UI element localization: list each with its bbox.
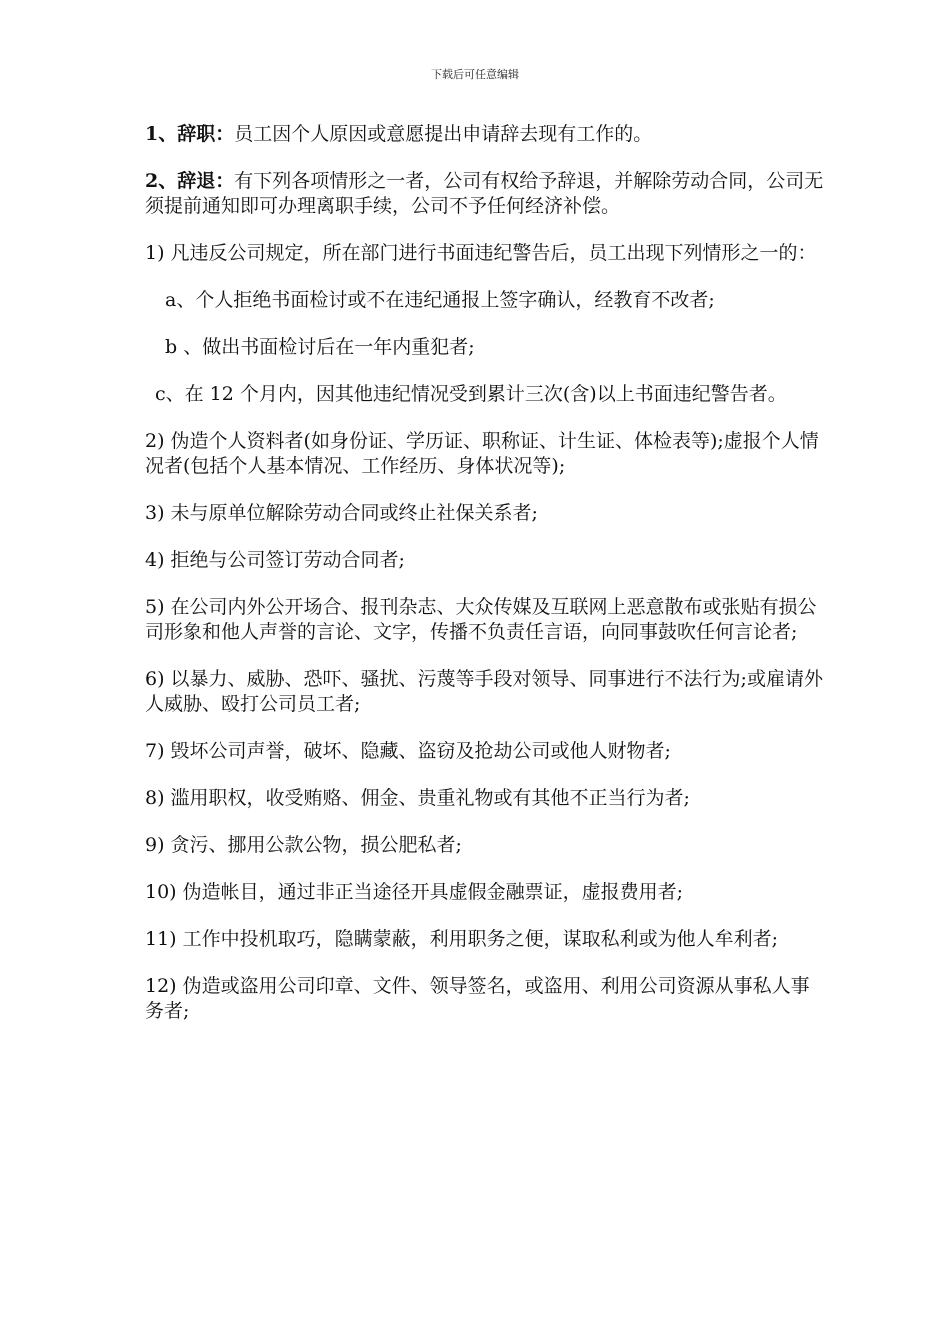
section-dismiss-text: 有下列各项情形之一者，公司有权给予辞退，并解除劳动合同，公司无须提前通知即可办理离职手续，公司不予任何经济补偿。	[145, 170, 824, 217]
list-item: a、个人拒绝书面检讨或不在违纪通报上签字确认，经教育不改者;	[165, 289, 715, 311]
document-body	[145, 122, 825, 1046]
section-resign-text: 员工因个人原因或意愿提出申请辞去现有工作的。	[234, 123, 653, 145]
list-item: b 、做出书面检讨后在一年内重犯者;	[165, 336, 475, 358]
list-item-text: c、在 12 个月内，因其他违纪情况受到累计三次(含)以上书面违纪警告者。	[155, 383, 787, 405]
list-item: 7) 毁坏公司声誉，破坏、隐藏、盗窃及抢劫公司或他人财物者;	[145, 740, 671, 762]
list-item: 6) 以暴力、威胁、恐吓、骚扰、污蔑等手段对领导、同事进行不法行为;或雇请外人威胁、殴打公司员工者;	[145, 668, 823, 715]
list-item: 5) 在公司内外公开场合、报刊杂志、大众传媒及互联网上恶意散布或张贴有损公司形象和他人声誉的言论、文字，传播不负责任言语，向同事鼓吹任何言论者;	[145, 596, 817, 643]
section-dismiss-label: 2、辞退：	[145, 170, 235, 192]
list-item: 8) 滥用职权，收受贿赂、佣金、贵重礼物或有其他不正当行为者;	[145, 787, 690, 809]
section-resign-label: 1、辞职：	[145, 123, 235, 145]
list-item: 9) 贪污、挪用公款公物，损公肥私者;	[145, 834, 462, 856]
list-item: 1) 凡违反公司规定，所在部门进行书面违纪警告后，员工出现下列情形之一的：	[145, 242, 817, 264]
page-header: 下载后可任意编辑	[431, 68, 519, 81]
section-resign	[145, 122, 825, 147]
list-item: 2) 伪造个人资料者(如身份证、学历证、职称证、计生证、体检表等);虚报个人情况者(包括个人基本情况、工作经历、身体状况等);	[145, 430, 819, 477]
list-item	[145, 382, 825, 407]
list-item: 12) 伪造或盗用公司印章、文件、领导签名，或盗用、利用公司资源从事私人事务者;	[145, 975, 810, 1022]
list-item: 3) 未与原单位解除劳动合同或终止社保关系者;	[145, 502, 538, 524]
list-item: 10) 伪造帐目，通过非正当途径开具虚假金融票证，虚报费用者;	[145, 881, 684, 903]
list-item: 11) 工作中投机取巧，隐瞒蒙蔽，利用职务之便，谋取私利或为他人牟利者;	[145, 928, 779, 950]
list-item: 4) 拒绝与公司签订劳动合同者;	[145, 549, 405, 571]
section-dismiss	[145, 169, 825, 219]
